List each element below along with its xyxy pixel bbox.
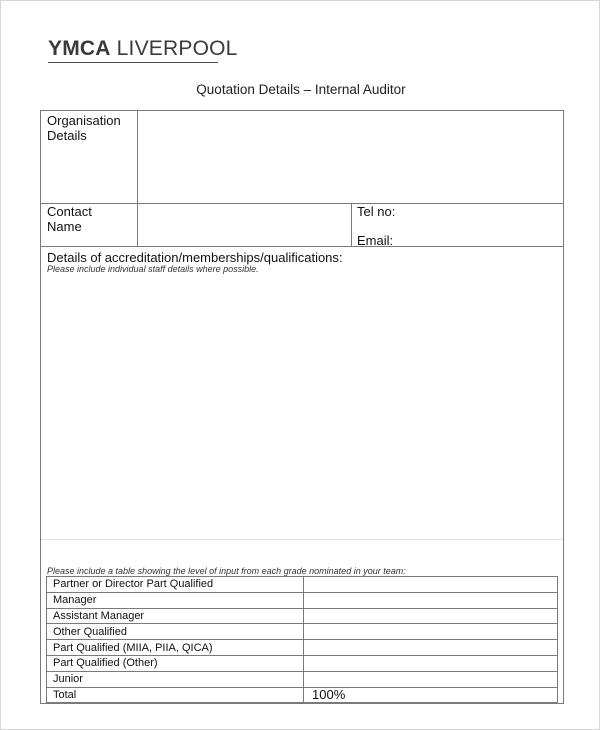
accreditation-note: Please include individual staff details where possible.	[47, 264, 259, 274]
grade-value-cell[interactable]	[304, 608, 558, 624]
tel-label: Tel no:	[357, 204, 396, 219]
accreditation-heading: Details of accreditation/memberships/qualifications:	[47, 250, 343, 265]
grade-cell: Manager	[47, 592, 304, 608]
contact-name-label	[47, 204, 92, 234]
contact-name-field[interactable]	[138, 204, 351, 246]
table-row-total	[47, 687, 558, 703]
table-row	[47, 671, 558, 687]
organisation-details-field[interactable]	[138, 111, 563, 203]
quotation-form	[40, 110, 564, 704]
logo-ymca: YMCA	[48, 37, 111, 60]
grade-cell: Other Qualified	[47, 624, 304, 640]
table-row	[47, 577, 558, 593]
table-row	[47, 592, 558, 608]
logo-liverpool: LIVERPOOL	[110, 37, 238, 60]
grade-cell: Junior	[47, 671, 304, 687]
total-value-cell: 100%	[304, 687, 558, 703]
grade-cell: Assistant Manager	[47, 608, 304, 624]
divider-accreditation-table	[41, 539, 563, 540]
grade-value-cell[interactable]	[304, 577, 558, 593]
organisation-label-line1: Organisation	[47, 113, 121, 128]
organisation-details-label	[47, 113, 121, 143]
grades-table	[46, 576, 558, 703]
grade-value-cell[interactable]	[304, 624, 558, 640]
grade-cell: Part Qualified (Other)	[47, 655, 304, 671]
document-title: Quotation Details – Internal Auditor	[196, 82, 406, 97]
table-row	[47, 640, 558, 656]
grade-value-cell[interactable]	[304, 640, 558, 656]
contact-label-line2: Name	[47, 219, 82, 234]
grade-cell: Part Qualified (MIIA, PIIA, QICA)	[47, 640, 304, 656]
accreditation-field[interactable]	[42, 276, 562, 538]
table-row	[47, 655, 558, 671]
table-instruction-note: Please include a table showing the level of input from each grade nominated in your team:	[47, 566, 406, 576]
table-row	[47, 608, 558, 624]
grade-value-cell[interactable]	[304, 655, 558, 671]
table-row	[47, 624, 558, 640]
contact-label-line1: Contact	[47, 204, 92, 219]
ymca-liverpool-logo	[48, 37, 238, 61]
logo-underline	[48, 62, 218, 63]
grade-value-cell[interactable]	[304, 592, 558, 608]
divider-contact-tel	[351, 203, 352, 246]
total-label-cell: Total	[47, 687, 304, 703]
divider-contact-accreditation	[41, 246, 563, 247]
grade-value-cell[interactable]	[304, 671, 558, 687]
email-label: Email:	[357, 233, 394, 248]
organisation-label-line2: Details	[47, 128, 87, 143]
grade-cell: Partner or Director Part Qualified	[47, 577, 304, 593]
